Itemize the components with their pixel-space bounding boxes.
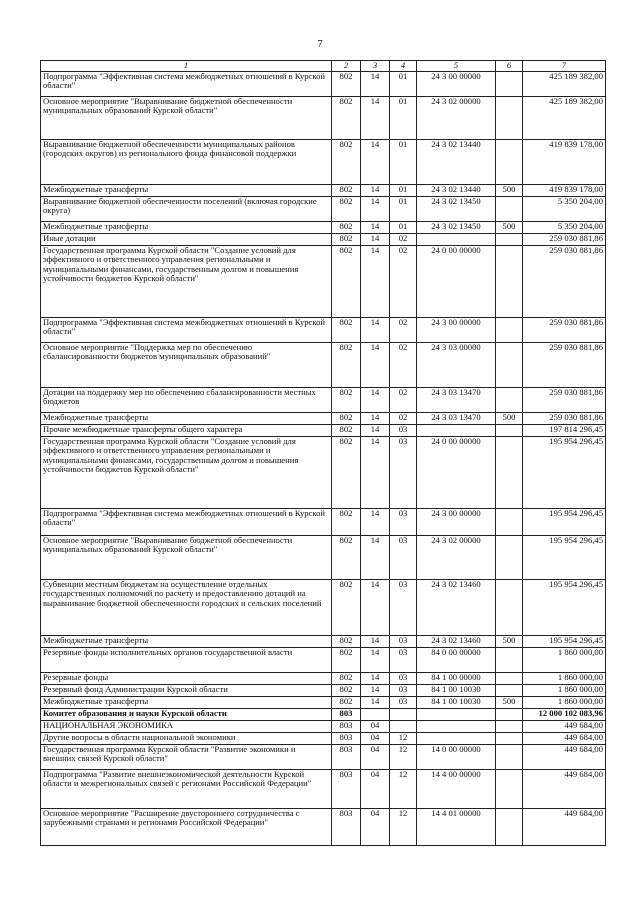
section-code: 14 bbox=[361, 436, 390, 508]
amount: 259 030 881,86 bbox=[523, 342, 606, 387]
expense-type-code bbox=[496, 233, 523, 245]
row-name: Резервный фонд Администрации Курской области bbox=[41, 684, 332, 696]
target-article-code bbox=[417, 720, 496, 732]
target-article-code: 24 3 03 00000 bbox=[417, 342, 496, 387]
table-row bbox=[41, 635, 606, 647]
row-name: Государственная программа Курской области "Развитие экономики и внешних связей Курской области" bbox=[41, 744, 332, 769]
section-code: 04 bbox=[361, 732, 390, 744]
row-name: Основное мероприятие "Выравнивание бюджетной обеспеченности муниципальных образований Курской области" bbox=[41, 535, 332, 579]
row-name: Межбюджетные трансферты bbox=[41, 184, 332, 196]
subsection-code: 02 bbox=[390, 387, 417, 412]
ministry-code: 802 bbox=[332, 647, 361, 672]
table-row bbox=[41, 233, 606, 245]
amount: 195 954 296,45 bbox=[523, 635, 606, 647]
amount: 5 350 204,00 bbox=[523, 221, 606, 233]
table-row bbox=[41, 732, 606, 744]
subsection-code: 02 bbox=[390, 317, 417, 342]
amount: 425 189 382,00 bbox=[523, 71, 606, 96]
amount: 449 684,00 bbox=[523, 769, 606, 808]
subsection-code: 12 bbox=[390, 744, 417, 769]
table-row bbox=[41, 245, 606, 317]
target-article-code: 24 3 02 13440 bbox=[417, 184, 496, 196]
ministry-code: 802 bbox=[332, 696, 361, 708]
ministry-code: 803 bbox=[332, 769, 361, 808]
subsection-code: 02 bbox=[390, 342, 417, 387]
expense-type-code bbox=[496, 387, 523, 412]
target-article-code bbox=[417, 732, 496, 744]
table-row bbox=[41, 508, 606, 535]
expense-type-code bbox=[496, 245, 523, 317]
ministry-code: 802 bbox=[332, 508, 361, 535]
table-row bbox=[41, 744, 606, 769]
row-name: Основное мероприятие "Расширение двустороннего сотрудничества с зарубежными странами и регионами Российской Федерации" bbox=[41, 808, 332, 845]
table-row bbox=[41, 436, 606, 508]
section-code: 14 bbox=[361, 342, 390, 387]
target-article-code: 24 3 00 00000 bbox=[417, 508, 496, 535]
target-article-code: 24 0 00 00000 bbox=[417, 436, 496, 508]
target-article-code bbox=[417, 233, 496, 245]
row-name: Основное мероприятие "Выравнивание бюджетной обеспеченности муниципальных образований Курской области" bbox=[41, 96, 332, 139]
section-code: 14 bbox=[361, 245, 390, 317]
target-article-code: 14 0 00 00000 bbox=[417, 744, 496, 769]
amount: 259 030 881,86 bbox=[523, 412, 606, 424]
amount: 259 030 881,86 bbox=[523, 233, 606, 245]
expense-type-code bbox=[496, 672, 523, 684]
expense-type-code bbox=[496, 71, 523, 96]
expense-type-code: 500 bbox=[496, 635, 523, 647]
subsection-code: 12 bbox=[390, 732, 417, 744]
target-article-code: 24 3 02 13460 bbox=[417, 635, 496, 647]
row-name: Подпрограмма "Развитие внешнеэкономической деятельности Курской области и межрегиональных связей с регионами Российской Федерации" bbox=[41, 769, 332, 808]
amount: 195 954 296,45 bbox=[523, 508, 606, 535]
amount: 449 684,00 bbox=[523, 732, 606, 744]
ministry-code: 803 bbox=[332, 808, 361, 845]
target-article-code: 84 0 00 00000 bbox=[417, 647, 496, 672]
section-code: 14 bbox=[361, 635, 390, 647]
target-article-code: 24 3 02 00000 bbox=[417, 96, 496, 139]
expense-type-code bbox=[496, 342, 523, 387]
target-article-code: 24 3 03 13470 bbox=[417, 412, 496, 424]
ministry-code: 802 bbox=[332, 412, 361, 424]
section-code: 14 bbox=[361, 387, 390, 412]
section-code: 14 bbox=[361, 672, 390, 684]
target-article-code: 24 3 02 13440 bbox=[417, 139, 496, 184]
subsection-code: 01 bbox=[390, 196, 417, 221]
table-row bbox=[41, 342, 606, 387]
subsection-code: 03 bbox=[390, 635, 417, 647]
target-article-code bbox=[417, 424, 496, 436]
row-name: Резервные фонды bbox=[41, 672, 332, 684]
expense-type-code bbox=[496, 436, 523, 508]
subsection-code bbox=[390, 708, 417, 720]
section-code: 14 bbox=[361, 71, 390, 96]
ministry-code: 802 bbox=[332, 96, 361, 139]
column-number: 1 bbox=[41, 61, 332, 72]
target-article-code: 24 3 03 13470 bbox=[417, 387, 496, 412]
table-row bbox=[41, 96, 606, 139]
row-name: Государственная программа Курской области "Создание условий для эффективного и ответственного управления региональными и муниципальными финансами, государственным долгом и повышения устойчивости бюджетов Курской области" bbox=[41, 245, 332, 317]
target-article-code: 24 3 02 13450 bbox=[417, 221, 496, 233]
expense-type-code: 500 bbox=[496, 221, 523, 233]
target-article-code: 84 1 00 00000 bbox=[417, 672, 496, 684]
table-row bbox=[41, 221, 606, 233]
subsection-code: 03 bbox=[390, 579, 417, 635]
section-code: 14 bbox=[361, 412, 390, 424]
row-name: Межбюджетные трансферты bbox=[41, 412, 332, 424]
column-number: 7 bbox=[523, 61, 606, 72]
table-row bbox=[41, 696, 606, 708]
page-number: 7 bbox=[317, 38, 323, 50]
section-code: 14 bbox=[361, 684, 390, 696]
table-row bbox=[41, 139, 606, 184]
amount: 425 189 382,00 bbox=[523, 96, 606, 139]
subsection-code: 02 bbox=[390, 233, 417, 245]
row-name: Межбюджетные трансферты bbox=[41, 635, 332, 647]
section-code bbox=[361, 708, 390, 720]
subsection-code: 03 bbox=[390, 436, 417, 508]
column-number: 2 bbox=[332, 61, 361, 72]
ministry-code: 802 bbox=[332, 139, 361, 184]
ministry-code: 802 bbox=[332, 71, 361, 96]
row-name: Выравнивание бюджетной обеспеченности поселений (включая городские округа) bbox=[41, 196, 332, 221]
section-code: 14 bbox=[361, 317, 390, 342]
table-row bbox=[41, 708, 606, 720]
row-name: Подпрограмма "Эффективная система межбюджетных отношений в Курской области" bbox=[41, 317, 332, 342]
ministry-code: 802 bbox=[332, 196, 361, 221]
subsection-code: 12 bbox=[390, 808, 417, 845]
amount: 259 030 881,86 bbox=[523, 245, 606, 317]
expense-type-code bbox=[496, 96, 523, 139]
amount: 419 839 178,00 bbox=[523, 184, 606, 196]
section-code: 14 bbox=[361, 196, 390, 221]
subsection-code: 12 bbox=[390, 769, 417, 808]
subsection-code: 03 bbox=[390, 535, 417, 579]
table-row bbox=[41, 184, 606, 196]
column-number: 3 bbox=[361, 61, 390, 72]
ministry-code: 802 bbox=[332, 579, 361, 635]
budget-table bbox=[40, 60, 606, 846]
row-name: Выравнивание бюджетной обеспеченности муниципальных районов (городских округов) из регионального фонда финансовой поддержки bbox=[41, 139, 332, 184]
ministry-code: 802 bbox=[332, 535, 361, 579]
amount: 419 839 178,00 bbox=[523, 139, 606, 184]
column-number: 4 bbox=[390, 61, 417, 72]
subsection-code: 03 bbox=[390, 684, 417, 696]
subsection-code: 01 bbox=[390, 139, 417, 184]
table-row bbox=[41, 535, 606, 579]
amount: 195 954 296,45 bbox=[523, 436, 606, 508]
row-name: Подпрограмма "Эффективная система межбюджетных отношений в Курской области" bbox=[41, 508, 332, 535]
expense-type-code: 500 bbox=[496, 696, 523, 708]
section-code: 14 bbox=[361, 579, 390, 635]
ministry-code: 802 bbox=[332, 672, 361, 684]
amount: 259 030 881,86 bbox=[523, 317, 606, 342]
target-article-code: 24 3 00 00000 bbox=[417, 317, 496, 342]
amount: 1 860 000,00 bbox=[523, 647, 606, 672]
expense-type-code bbox=[496, 744, 523, 769]
column-number: 6 bbox=[496, 61, 523, 72]
table-row bbox=[41, 71, 606, 96]
table-row bbox=[41, 647, 606, 672]
column-number-row bbox=[41, 61, 606, 72]
target-article-code: 24 3 02 00000 bbox=[417, 535, 496, 579]
subsection-code: 03 bbox=[390, 424, 417, 436]
table-row bbox=[41, 412, 606, 424]
expense-type-code bbox=[496, 732, 523, 744]
row-name: Резервные фонды исполнительных органов государственной власти bbox=[41, 647, 332, 672]
row-name: Межбюджетные трансферты bbox=[41, 221, 332, 233]
target-article-code: 84 1 00 10030 bbox=[417, 684, 496, 696]
ministry-code: 802 bbox=[332, 424, 361, 436]
section-code: 04 bbox=[361, 808, 390, 845]
subsection-code: 01 bbox=[390, 71, 417, 96]
table-row bbox=[41, 196, 606, 221]
subsection-code: 03 bbox=[390, 647, 417, 672]
section-code: 14 bbox=[361, 233, 390, 245]
amount: 449 684,00 bbox=[523, 744, 606, 769]
table-row bbox=[41, 317, 606, 342]
section-code: 14 bbox=[361, 139, 390, 184]
ministry-code: 803 bbox=[332, 720, 361, 732]
expense-type-code bbox=[496, 139, 523, 184]
table-row bbox=[41, 672, 606, 684]
ministry-code: 802 bbox=[332, 221, 361, 233]
target-article-code: 24 3 00 00000 bbox=[417, 71, 496, 96]
amount: 449 684,00 bbox=[523, 720, 606, 732]
row-name: Государственная программа Курской области "Создание условий для эффективного и ответственного управления региональными и муниципальными финансами, государственным долгом и повышения устойчивости бюджетов Курской области" bbox=[41, 436, 332, 508]
target-article-code: 84 1 00 10030 bbox=[417, 696, 496, 708]
row-name: Межбюджетные трансферты bbox=[41, 696, 332, 708]
subsection-code: 03 bbox=[390, 508, 417, 535]
expense-type-code bbox=[496, 508, 523, 535]
expense-type-code bbox=[496, 579, 523, 635]
ministry-code: 802 bbox=[332, 317, 361, 342]
amount: 195 954 296,45 bbox=[523, 535, 606, 579]
amount: 197 814 296,45 bbox=[523, 424, 606, 436]
expense-type-code bbox=[496, 808, 523, 845]
ministry-code: 802 bbox=[332, 342, 361, 387]
row-name: Подпрограмма "Эффективная система межбюджетных отношений в Курской области" bbox=[41, 71, 332, 96]
expense-type-code bbox=[496, 535, 523, 579]
target-article-code: 24 3 02 13460 bbox=[417, 579, 496, 635]
amount: 259 030 881,86 bbox=[523, 387, 606, 412]
expense-type-code bbox=[496, 708, 523, 720]
subsection-code: 02 bbox=[390, 412, 417, 424]
row-name: Другие вопросы в области национальной экономики bbox=[41, 732, 332, 744]
ministry-code: 802 bbox=[332, 684, 361, 696]
amount: 1 860 000,00 bbox=[523, 684, 606, 696]
expense-type-code bbox=[496, 769, 523, 808]
section-code: 14 bbox=[361, 184, 390, 196]
expense-type-code bbox=[496, 647, 523, 672]
section-code: 14 bbox=[361, 508, 390, 535]
ministry-code: 802 bbox=[332, 233, 361, 245]
target-article-code: 14 4 01 00000 bbox=[417, 808, 496, 845]
section-code: 14 bbox=[361, 96, 390, 139]
section-code: 14 bbox=[361, 424, 390, 436]
table-row bbox=[41, 424, 606, 436]
expense-type-code bbox=[496, 317, 523, 342]
ministry-code: 802 bbox=[332, 387, 361, 412]
expense-type-code bbox=[496, 720, 523, 732]
section-code: 14 bbox=[361, 696, 390, 708]
row-name: Прочие межбюджетные трансферты общего характера bbox=[41, 424, 332, 436]
subsection-code: 01 bbox=[390, 184, 417, 196]
row-name: Субвенции местным бюджетам на осуществление отдельных государственных полномочий по расчету и предоставлению дотаций на выравнивание бюджетной обеспеченности городских и сельских поселений bbox=[41, 579, 332, 635]
ministry-code: 803 bbox=[332, 732, 361, 744]
amount: 1 860 000,00 bbox=[523, 672, 606, 684]
table-row bbox=[41, 387, 606, 412]
section-code: 14 bbox=[361, 535, 390, 579]
row-name: Основное мероприятие "Поддержка мер по обеспечению сбалансированности бюджетов муниципальных образований" bbox=[41, 342, 332, 387]
section-code: 04 bbox=[361, 720, 390, 732]
amount: 1 860 000,00 bbox=[523, 696, 606, 708]
target-article-code bbox=[417, 708, 496, 720]
table-row bbox=[41, 769, 606, 808]
subsection-code: 03 bbox=[390, 672, 417, 684]
table-row bbox=[41, 579, 606, 635]
ministry-code: 802 bbox=[332, 635, 361, 647]
subsection-code: 03 bbox=[390, 696, 417, 708]
table-row bbox=[41, 684, 606, 696]
expense-type-code: 500 bbox=[496, 412, 523, 424]
ministry-code: 802 bbox=[332, 184, 361, 196]
amount: 195 954 296,45 bbox=[523, 579, 606, 635]
amount: 12 000 102 083,96 bbox=[523, 708, 606, 720]
amount: 449 684,00 bbox=[523, 808, 606, 845]
table-row bbox=[41, 808, 606, 845]
subsection-code: 01 bbox=[390, 221, 417, 233]
ministry-code: 803 bbox=[332, 708, 361, 720]
column-number: 5 bbox=[417, 61, 496, 72]
section-code: 14 bbox=[361, 647, 390, 672]
target-article-code: 24 0 00 00000 bbox=[417, 245, 496, 317]
ministry-code: 802 bbox=[332, 245, 361, 317]
section-code: 14 bbox=[361, 221, 390, 233]
row-name: Комитет образования и науки Курской области bbox=[41, 708, 332, 720]
ministry-code: 802 bbox=[332, 436, 361, 508]
amount: 5 350 204,00 bbox=[523, 196, 606, 221]
target-article-code: 14 4 00 00000 bbox=[417, 769, 496, 808]
expense-type-code bbox=[496, 196, 523, 221]
expense-type-code: 500 bbox=[496, 184, 523, 196]
subsection-code: 01 bbox=[390, 96, 417, 139]
subsection-code: 02 bbox=[390, 245, 417, 317]
table-row bbox=[41, 720, 606, 732]
section-code: 04 bbox=[361, 744, 390, 769]
section-code: 04 bbox=[361, 769, 390, 808]
expense-type-code bbox=[496, 684, 523, 696]
row-name: Иные дотации bbox=[41, 233, 332, 245]
row-name: НАЦИОНАЛЬНАЯ ЭКОНОМИКА bbox=[41, 720, 332, 732]
expense-type-code bbox=[496, 424, 523, 436]
row-name: Дотации на поддержку мер по обеспечению сбалансированности местных бюджетов bbox=[41, 387, 332, 412]
subsection-code bbox=[390, 720, 417, 732]
ministry-code: 803 bbox=[332, 744, 361, 769]
target-article-code: 24 3 02 13450 bbox=[417, 196, 496, 221]
